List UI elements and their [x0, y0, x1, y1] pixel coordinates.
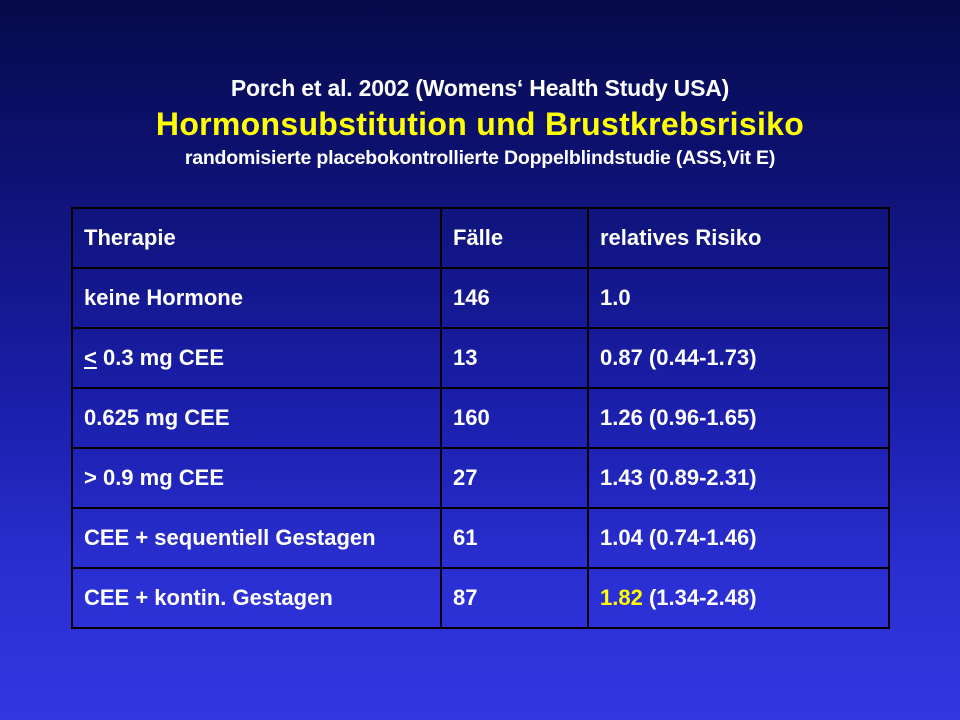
risk-cell: 0.87 (0.44-1.73) — [588, 328, 889, 388]
slide-header — [0, 72, 960, 172]
therapy-cell: CEE + kontin. Gestagen — [72, 568, 441, 628]
table-row — [72, 568, 889, 628]
risk-cell — [588, 568, 889, 628]
therapy-cell: keine Hormone — [72, 268, 441, 328]
cases-value: 27 — [453, 465, 478, 490]
cases-value: 146 — [453, 285, 490, 310]
risk-cell: 1.04 (0.74-1.46) — [588, 508, 889, 568]
therapy-cell — [72, 328, 441, 388]
cases-value: 13 — [453, 345, 478, 370]
therapy-cell: 0.625 mg CEE — [72, 388, 441, 448]
risk-cell: 1.0 — [588, 268, 889, 328]
table-row — [72, 388, 889, 448]
cases-cell — [441, 268, 588, 328]
cases-cell — [441, 328, 588, 388]
table-row — [72, 268, 889, 328]
slide-title: Hormonsubstitution und Brustkrebsrisiko — [155, 106, 805, 142]
table-header-row — [72, 208, 889, 268]
table-row — [72, 508, 889, 568]
highlighted-risk-value: 1.82 — [600, 585, 643, 610]
column-header-relative-risk: relatives Risiko — [588, 208, 889, 268]
column-header-therapy: Therapie — [72, 208, 441, 268]
risk-cell: 1.43 (0.89-2.31) — [588, 448, 889, 508]
citation: Porch et al. 2002 (Womens‘ Health Study USA) — [230, 75, 730, 101]
cases-value: 87 — [453, 585, 478, 610]
less-equal-symbol: < — [84, 345, 97, 370]
slide-subtitle: randomisierte placebokontrollierte Doppelblindstudie (ASS,Vit E) — [184, 147, 776, 169]
cases-cell — [441, 388, 588, 448]
table-row — [72, 448, 889, 508]
cases-cell — [441, 448, 588, 508]
cases-value: 61 — [453, 525, 478, 550]
results-table — [71, 207, 890, 629]
column-header-cases: Fälle — [441, 208, 588, 268]
therapy-cell: > 0.9 mg CEE — [72, 448, 441, 508]
therapy-cell: CEE + sequentiell Gestagen — [72, 508, 441, 568]
cases-cell — [441, 568, 588, 628]
cases-value: 160 — [453, 405, 490, 430]
risk-confidence-interval: (1.34-2.48) — [642, 585, 757, 610]
cases-cell — [441, 508, 588, 568]
therapy-text: 0.3 mg CEE — [96, 345, 225, 370]
table-row — [72, 328, 889, 388]
risk-cell: 1.26 (0.96-1.65) — [588, 388, 889, 448]
